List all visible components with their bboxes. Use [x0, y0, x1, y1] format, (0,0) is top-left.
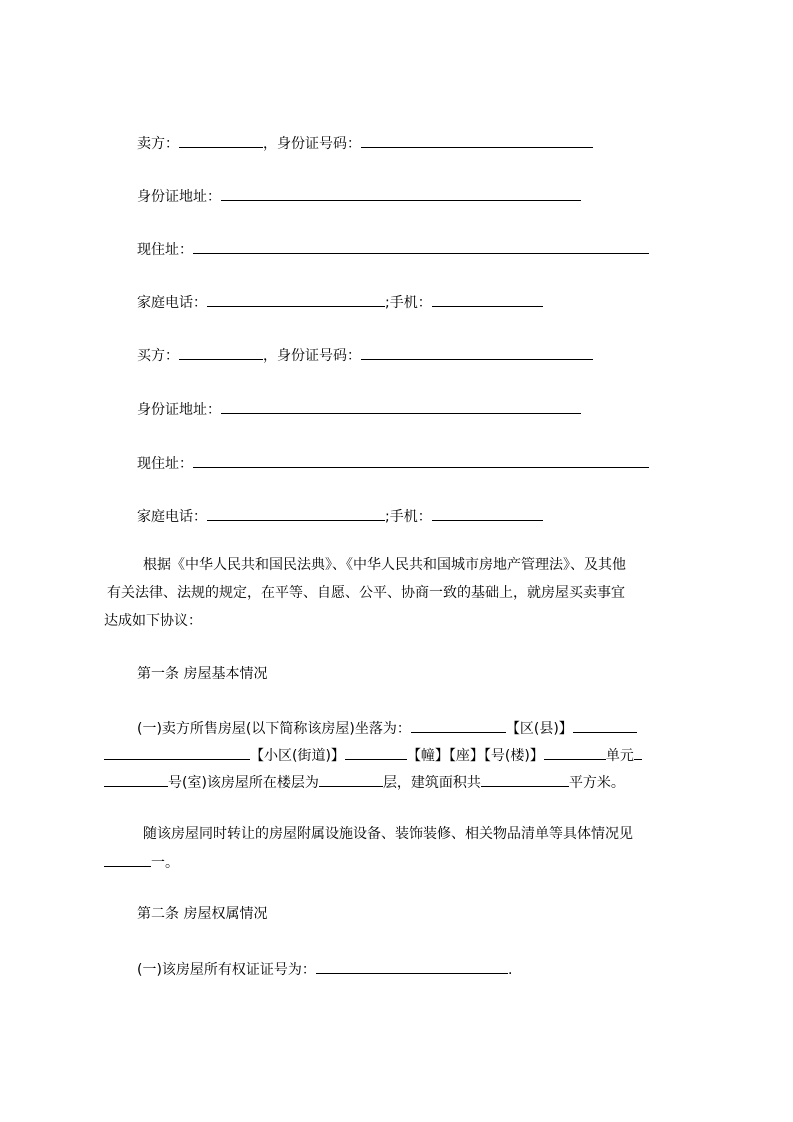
building-label: 【幢】【座】【号(楼)】 — [406, 748, 544, 764]
floor-label: 层，建筑面积共 — [382, 775, 481, 791]
unit-blank[interactable] — [634, 744, 642, 760]
buyer-current-address-blank[interactable] — [193, 452, 649, 468]
room-label: 号(室)该房屋所在楼层为 — [168, 775, 319, 791]
district-label: 【区(县)】 — [505, 721, 573, 737]
district-name-blank[interactable] — [104, 744, 250, 760]
seller-name-label: 卖方： — [137, 136, 179, 152]
buyer-id-blank[interactable] — [361, 344, 593, 360]
area-unit-label: 平方米。 — [568, 775, 625, 791]
buyer-id-label: ，身份证号码： — [263, 348, 361, 364]
buyer-mobile-blank[interactable] — [432, 505, 543, 521]
article-1-para-2-line-2 — [104, 851, 179, 873]
certificate-period: . — [507, 962, 513, 978]
seller-home-phone-blank[interactable] — [207, 291, 385, 307]
seller-current-address-label: 现住址： — [137, 242, 193, 258]
article-2-para-1 — [137, 958, 512, 980]
area-blank[interactable] — [481, 771, 569, 787]
preamble-line-1: 根据《中华人民共和国民法典》、《中华人民共和国城市房地产管理法》、及其他 — [143, 557, 626, 573]
buyer-id-address-label: 身份证地址： — [137, 402, 221, 418]
article-1-location-label: (一)卖方所售房屋(以下简称该房屋)坐落为： — [137, 721, 411, 737]
room-blank[interactable] — [104, 771, 168, 787]
unit-label: 单元 — [605, 748, 634, 764]
buyer-current-address-line — [137, 452, 649, 474]
buyer-name-line — [137, 344, 593, 366]
article-1-para-1-line-2 — [104, 744, 642, 766]
building-blank[interactable] — [544, 744, 606, 760]
buyer-phone-line — [137, 505, 543, 527]
seller-phone-line — [137, 291, 543, 313]
article-1-para-1-line-1 — [137, 717, 637, 739]
location-blank[interactable] — [411, 717, 506, 733]
preamble-line-2: 有关法律、法规的规定，在平等、自愿、公平、协商一致的基础上，就房屋买卖事宜 — [107, 585, 625, 601]
appendix-blank[interactable] — [104, 851, 151, 867]
buyer-id-address-blank[interactable] — [221, 398, 581, 414]
buyer-home-phone-label: 家庭电话： — [137, 509, 207, 525]
seller-id-address-label: 身份证地址： — [137, 189, 221, 205]
seller-home-phone-label: 家庭电话： — [137, 295, 207, 311]
community-label: 【小区(街道)】 — [250, 748, 345, 764]
seller-current-address-line — [137, 238, 649, 260]
seller-current-address-blank[interactable] — [193, 238, 649, 254]
seller-mobile-label: ;手机： — [385, 295, 432, 311]
appendix-label: 一。 — [151, 855, 179, 871]
seller-id-label: ，身份证号码： — [263, 136, 361, 152]
seller-name-blank[interactable] — [179, 132, 263, 148]
seller-id-address-line — [137, 185, 581, 207]
buyer-current-address-label: 现住址： — [137, 456, 193, 472]
certificate-number-blank[interactable] — [316, 958, 508, 974]
buyer-name-blank[interactable] — [179, 344, 263, 360]
buyer-name-label: 买方： — [137, 348, 179, 364]
floor-blank[interactable] — [319, 771, 383, 787]
buyer-home-phone-blank[interactable] — [207, 505, 385, 521]
article-1-title: 第一条 房屋基本情况 — [137, 666, 268, 682]
buyer-mobile-label: ;手机： — [385, 509, 432, 525]
community-blank[interactable] — [345, 744, 407, 760]
preamble-line-3: 达成如下协议： — [104, 613, 202, 629]
seller-id-address-blank[interactable] — [221, 185, 581, 201]
seller-id-blank[interactable] — [361, 132, 593, 148]
article-1-para-1-line-3 — [104, 771, 625, 793]
seller-name-line — [137, 132, 593, 154]
certificate-label: (一)该房屋所有权证证号为： — [137, 962, 316, 978]
article-1-para-2-line-1: 随该房屋同时转让的房屋附属设施设备、装饰装修、相关物品清单等具体情况见 — [143, 826, 633, 842]
buyer-id-address-line — [137, 398, 581, 420]
article-2-title: 第二条 房屋权属情况 — [137, 906, 268, 922]
seller-mobile-blank[interactable] — [432, 291, 543, 307]
district-blank[interactable] — [573, 717, 637, 733]
